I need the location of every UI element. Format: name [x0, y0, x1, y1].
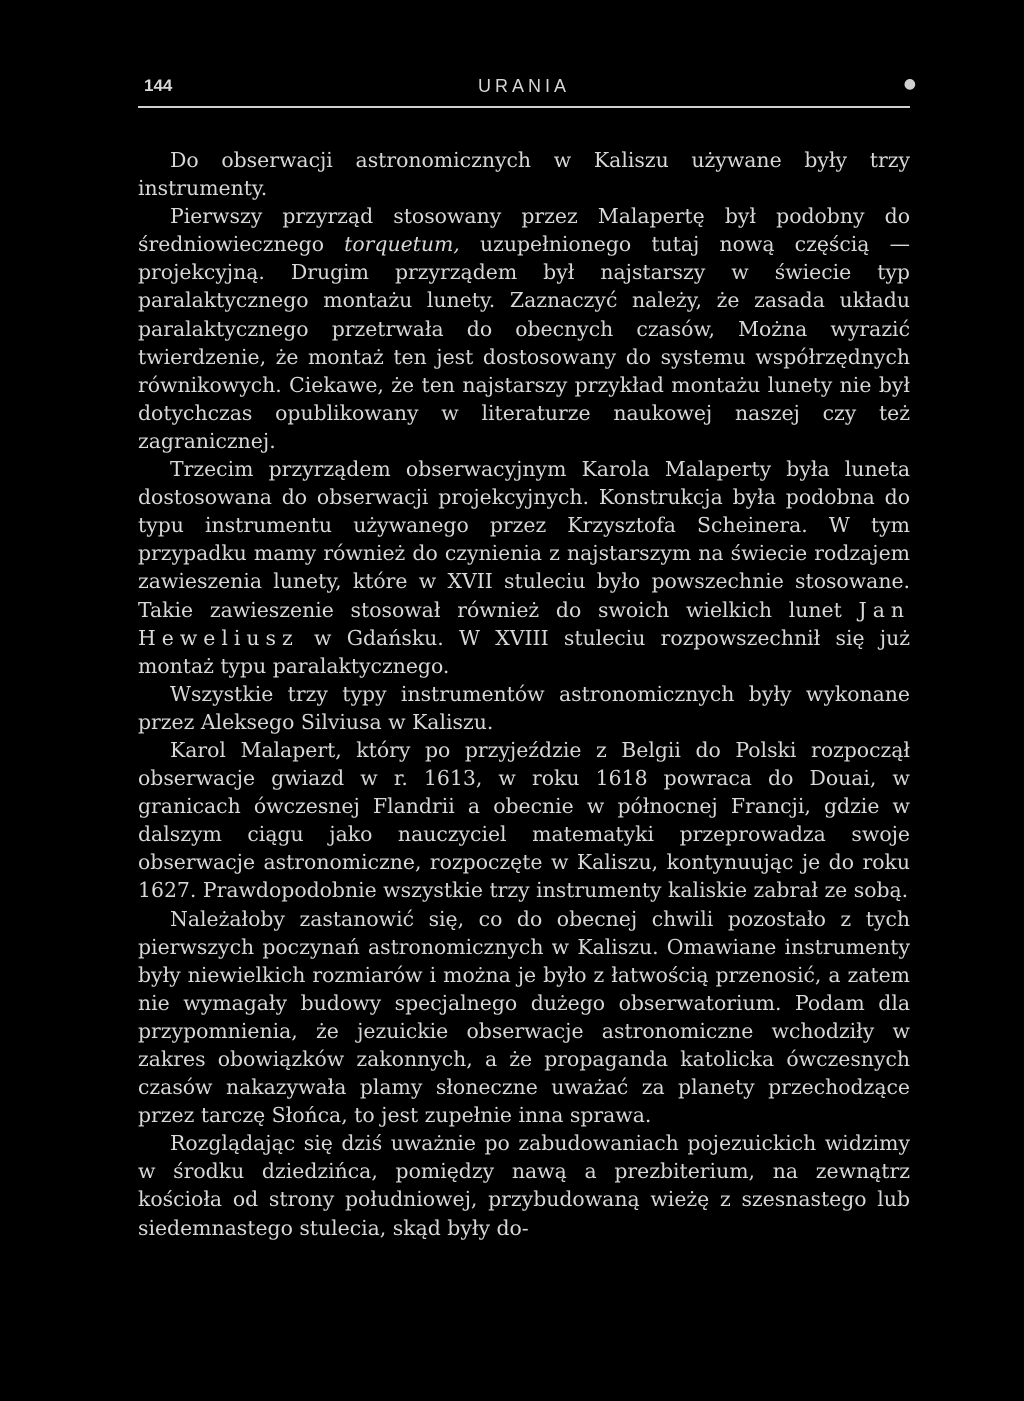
- page-header: [138, 70, 916, 108]
- paragraph-5: [138, 736, 910, 905]
- running-title: URANIA: [477, 76, 570, 96]
- paragraph-3-text: Trzecim przyrządem obserwacyjnym Karola Malaperty była luneta dostosowana do obserwacji projekcyjnych. Konstrukcja była podobna do typu instrumentu używanego przez Krzysztofa Scheinera. W tym przypadku mamy również do czynienia z najstarszym na świecie rodzajem zawieszenia lunety, które w XVII stuleciu było powszechnie stosowane. Takie zawieszenie stosował również do swoich wielkich lunet: [138, 457, 910, 622]
- paragraph-2-continuation: uzupełnionego tutaj nową częścią — projekcyjną. Drugim przyrządem był najstarszy w świecie typ paralaktycznego montażu lunety. Zaznaczyć należy, że zasada układu paralaktycznego przetrwała do obecnych czasów, Można wyrazić twierdzenie, że montaż ten jest dostosowany do systemu współrzędnych równikowych. Ciekawe, że ten najstarszy przykład montażu lunety nie był dotychczas opublikowany w literaturze naukowej naszej czy też zagranicznej.: [138, 232, 911, 453]
- document-page: [138, 70, 916, 1242]
- header-dot-mark: ●: [903, 76, 916, 92]
- paragraph-3-continuation: w Gdańsku. W XVIII stuleciu rozpowszechnił się już montaż typu paralaktycznego.: [138, 625, 910, 678]
- paragraph-7-text: Rozglądając się dziś uważnie po zabudowaniach pojezuickich widzimy w środku dziedzińca, pomiędzy nawą a prezbiterium, na zewnątrz kościoła od strony południowej, przybudowaną wieżę z szesnastego lub siedemnastego stulecia, skąd były do-: [138, 1131, 910, 1240]
- paragraph-2-text: Pierwszy przyrząd stosowany przez Malapertę był podobny do średniowiecznego: [138, 204, 910, 257]
- article-body: [138, 108, 910, 1242]
- paragraph-7: [138, 1129, 910, 1241]
- paragraph-5-text: Karol Malapert, który po przyjeździe z Belgii do Polski rozpoczął obserwacje gwiazd w r. 1613, w roku 1618 powraca do Douai, w granicach ówczesnej Flandrii a obecnie w północnej Francji, gdzie w dalszym ciągu jako nauczyciel matematyki przeprowadza swoje obserwacje astronomiczne, rozpoczęte w Kaliszu, kontynuując je do roku 1627. Prawdopodobnie wszystkie trzy instrumenty kaliskie zabrał ze sobą.: [138, 737, 910, 903]
- paragraph-1: [138, 146, 910, 202]
- paragraph-3: [138, 455, 910, 680]
- torquetum-term: torquetum,: [344, 232, 460, 257]
- paragraph-1-text: Do obserwacji astronomicznych w Kaliszu używane były trzy instrumenty.: [138, 148, 910, 201]
- paragraph-6: [138, 905, 910, 1130]
- page-number: 144: [144, 76, 173, 95]
- paragraph-4: [138, 680, 910, 736]
- paragraph-2: [138, 202, 910, 455]
- paragraph-6-text: Należałoby zastanowić się, co do obecnej chwili pozostało z tych pierwszych poczynań astronomicznych w Kaliszu. Omawiane instrumenty były niewielkich rozmiarów i można je było z łatwością przenosić, a zatem nie wymagały budowy specjalnego dużego obserwatorium. Podam dla przypomnienia, że jezuickie obserwacje astronomiczne wchodziły w zakres obowiązków zakonnych, a że propaganda katolicka ówczesnych czasów nakazywała plamy słoneczne uważać za planety przechodzące przez tarczę Słońca, to jest zupełnie inna sprawa.: [138, 906, 910, 1128]
- paragraph-4-text: Wszystkie trzy typy instrumentów astronomicznych były wykonane przez Aleksego Silviusa w Kaliszu.: [138, 681, 910, 734]
- hewelius-name: Jan Heweliusz: [138, 597, 910, 650]
